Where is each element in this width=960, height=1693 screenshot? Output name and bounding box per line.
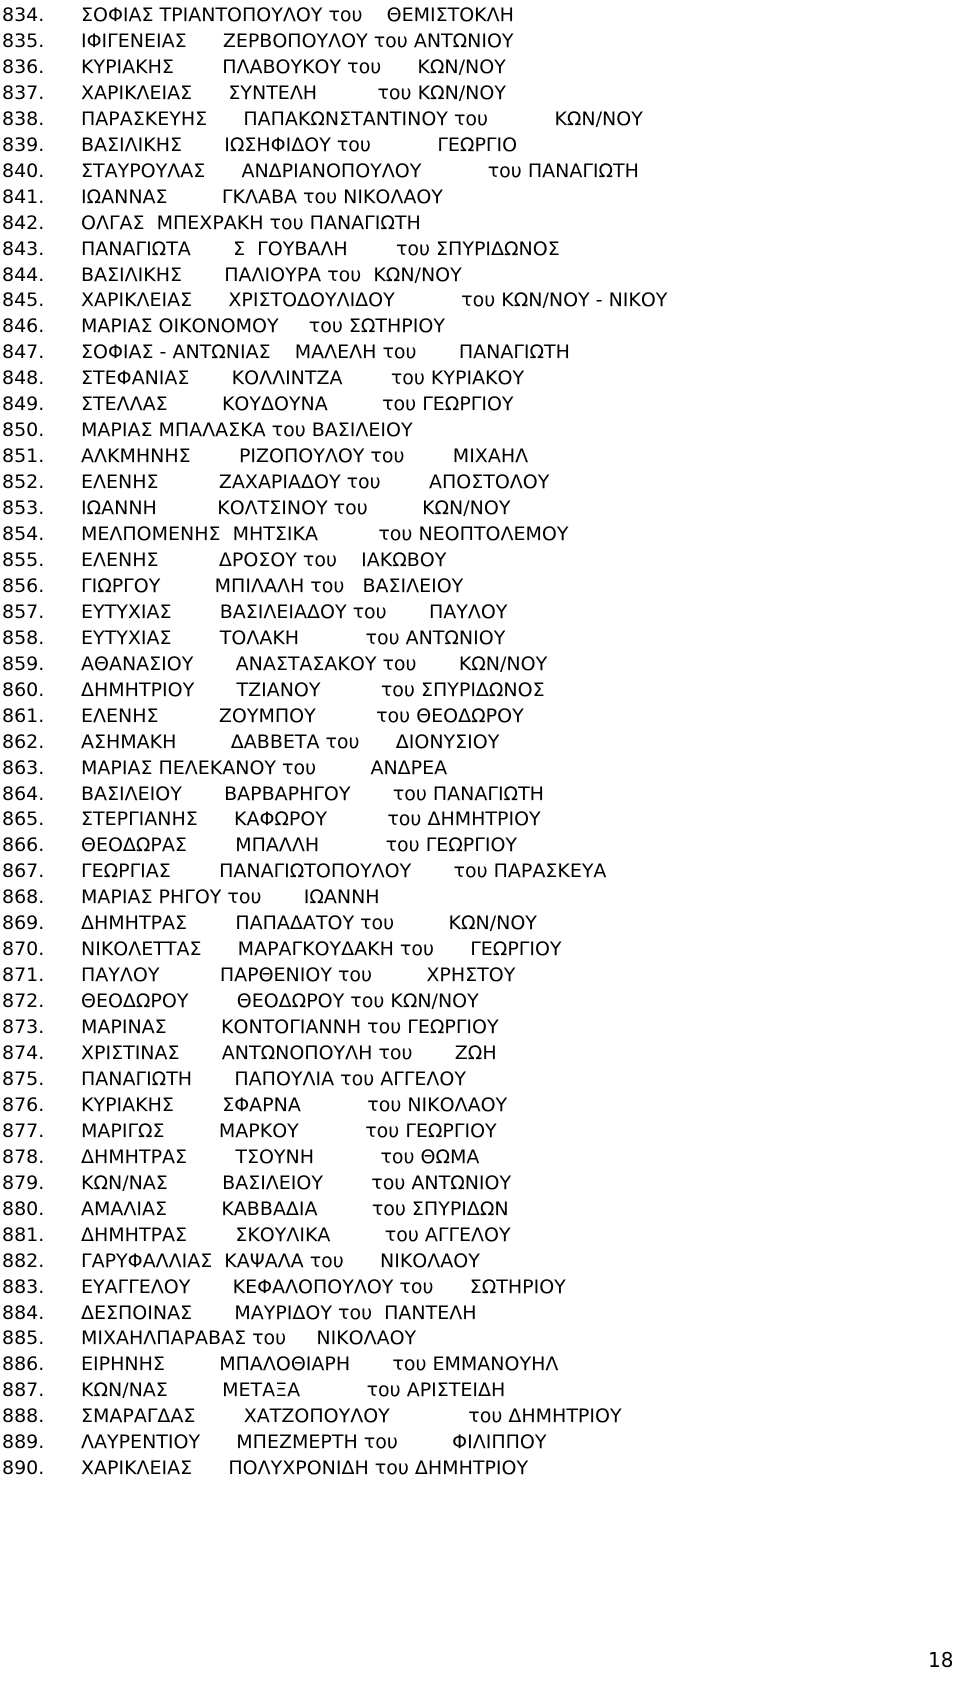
entry-number: 847.	[2, 341, 45, 364]
entry-number: 889.	[2, 1431, 45, 1454]
entry-number: 842.	[2, 211, 45, 234]
entry-name: ΕΥΑΓΓΕΛΟΥ ΚΕΦΑΛΟΠΟΥΛΟΥ του ΣΩΤΗΡΙΟΥ	[81, 1275, 566, 1298]
entry-name: ΕΛΕΝΗΣ ΔΡΟΣΟΥ του ΙΑΚΩΒΟΥ	[81, 548, 447, 571]
entry-number: 850.	[2, 419, 45, 442]
entry-number: 846.	[2, 315, 45, 338]
entry-number: 869.	[2, 912, 45, 935]
entry-number: 867.	[2, 860, 45, 883]
entry-name: ΙΩΑΝΝΗ ΚΟΛΤΣΙΝΟΥ του ΚΩΝ/ΝΟΥ	[81, 497, 511, 520]
entry-number: 886.	[2, 1353, 45, 1376]
entry-name: ΛΑΥΡΕΝΤΙΟΥ ΜΠΕΖΜΕΡΤΗ του ΦΙΛΙΠΠΟΥ	[81, 1431, 547, 1454]
entry-name: ΣΤΕΛΛΑΣ ΚΟΥΔΟΥΝΑ του ΓΕΩΡΓΙΟΥ	[81, 393, 514, 416]
page-number: 18	[928, 1648, 954, 1672]
entry-name: ΣΤΑΥΡΟΥΛΑΣ ΑΝΔΡΙΑΝΟΠΟΥΛΟΥ του ΠΑΝΑΓΙΩΤΗ	[81, 159, 639, 182]
entry-name: ΣΜΑΡΑΓΔΑΣ ΧΑΤΖΟΠΟΥΛΟΥ του ΔΗΜΗΤΡΙΟΥ	[81, 1405, 622, 1428]
entry-number: 840.	[2, 159, 45, 182]
entry-number: 864.	[2, 782, 45, 805]
entry-name: ΟΛΓΑΣ ΜΠΕΧΡΑΚΗ του ΠΑΝΑΓΙΩΤΗ	[81, 211, 421, 234]
entry-number: 855.	[2, 548, 45, 571]
entry-number: 873.	[2, 1016, 45, 1039]
entry-number: 890.	[2, 1457, 45, 1480]
entry-number: 856.	[2, 574, 45, 597]
entry-name: ΜΕΛΠΟΜΕΝΗΣ ΜΗΤΣΙΚΑ του ΝΕΟΠΤΟΛΕΜΟΥ	[81, 523, 569, 545]
entry-name: ΜΙΧΑΗΛΠΑΡΑΒΑΣ του ΝΙΚΟΛΑΟΥ	[81, 1327, 417, 1350]
entry-number: 868.	[2, 886, 45, 909]
entry-number: 860.	[2, 678, 45, 701]
entry-number: 838.	[2, 107, 45, 130]
entry-number: 870.	[2, 938, 45, 961]
entry-number: 841.	[2, 185, 45, 208]
entry-number: 862.	[2, 730, 45, 753]
entry-number: 851.	[2, 445, 45, 468]
entry-number: 843.	[2, 237, 45, 260]
entry-number: 877.	[2, 1119, 45, 1142]
entry-name: ΕΙΡΗΝΗΣ ΜΠΑΛΟΘΙΑΡΗ του ΕΜΜΑΝΟΥΗΛ	[81, 1353, 559, 1376]
entry-number: 852.	[2, 471, 45, 494]
entry-name: ΑΘΑΝΑΣΙΟΥ ΑΝΑΣΤΑΣΑΚΟΥ του ΚΩΝ/ΝΟΥ	[81, 652, 548, 675]
entry-number: 866.	[2, 834, 45, 857]
entry-name: ΕΥΤΥΧΙΑΣ ΤΟΛΑΚΗ του ΑΝΤΩΝΙΟΥ	[81, 626, 506, 649]
entry-number: 888.	[2, 1405, 45, 1428]
entry-number: 849.	[2, 393, 45, 416]
entry-number: 844.	[2, 263, 45, 286]
entry-number: 836.	[2, 55, 45, 78]
entry-name: ΑΜΑΛΙΑΣ ΚΑΒΒΑΔΙΑ του ΣΠΥΡΙΔΩΝ	[81, 1197, 509, 1220]
entry-name: ΣΟΦΙΑΣ - ΑΝΤΩΝΙΑΣ ΜΑΛΕΛΗ του ΠΑΝΑΓΙΩΤΗ	[81, 341, 570, 364]
entry-number: 837.	[2, 81, 45, 104]
entry-name: ΣΟΦΙΑΣ ΤΡΙΑΝΤΟΠΟΥΛΟΥ του ΘΕΜΙΣΤΟΚΛΗ	[81, 4, 514, 26]
entry-name: ΕΥΤΥΧΙΑΣ ΒΑΣΙΛΕΙΑΔΟΥ του ΠΑΥΛΟΥ	[81, 600, 508, 623]
entry-name: ΜΑΡΙΓΩΣ ΜΑΡΚΟΥ του ΓΕΩΡΓΙΟΥ	[81, 1119, 497, 1142]
entry-name: ΠΑΝΑΓΙΩΤΗ ΠΑΠΟΥΛΙΑ του ΑΓΓΕΛΟΥ	[81, 1067, 466, 1090]
entry-number: 835.	[2, 29, 45, 52]
entry-name: ΝΙΚΟΛΕΤΤΑΣ ΜΑΡΑΓΚΟΥΔΑΚΗ του ΓΕΩΡΓΙΟΥ	[81, 938, 562, 961]
entry-name: ΔΗΜΗΤΡΑΣ ΠΑΠΑΔΑΤΟΥ του ΚΩΝ/ΝΟΥ	[81, 912, 537, 935]
entry-number: 883.	[2, 1275, 45, 1298]
entry-number: 884.	[2, 1301, 45, 1324]
entry-name: ΠΑΡΑΣΚΕΥΗΣ ΠΑΠΑΚΩΝΣΤΑΝΤΙΝΟΥ του ΚΩΝ/ΝΟΥ	[81, 107, 643, 130]
entry-number: 880.	[2, 1197, 45, 1220]
entry-name: ΔΗΜΗΤΡΑΣ ΣΚΟΥΛΙΚΑ του ΑΓΓΕΛΟΥ	[81, 1223, 511, 1246]
entry-name: ΜΑΡΙΑΣ ΡΗΓΟΥ του ΙΩΑΝΝΗ	[81, 886, 380, 909]
entry-name: ΧΑΡΙΚΛΕΙΑΣ ΠΟΛΥΧΡΟΝΙΔΗ του ΔΗΜΗΤΡΙΟΥ	[81, 1457, 529, 1480]
entry-name: ΠΑΥΛΟΥ ΠΑΡΘΕΝΙΟΥ του ΧΡΗΣΤΟΥ	[81, 964, 516, 987]
entry-number: 857.	[2, 600, 45, 623]
entry-number: 879.	[2, 1171, 45, 1194]
entry-number: 858.	[2, 626, 45, 649]
entry-number: 845.	[2, 289, 45, 312]
entry-number: 865.	[2, 808, 45, 831]
entry-name: ΘΕΟΔΩΡΑΣ ΜΠΑΛΛΗ του ΓΕΩΡΓΙΟΥ	[81, 834, 518, 857]
entry-name: ΓΑΡΥΦΑΛΛΙΑΣ ΚΑΨΑΛΑ του ΝΙΚΟΛΑΟΥ	[81, 1249, 480, 1272]
entry-name: ΔΗΜΗΤΡΑΣ ΤΣΟΥΝΗ του ΘΩΜΑ	[81, 1145, 480, 1168]
entry-name: ΕΛΕΝΗΣ ΖΑΧΑΡΙΑΔΟΥ του ΑΠΟΣΤΟΛΟΥ	[81, 471, 550, 494]
entry-number: 887.	[2, 1379, 45, 1402]
entry-number: 881.	[2, 1223, 45, 1246]
entry-name: ΜΑΡΙΝΑΣ ΚΟΝΤΟΓΙΑΝΝΗ του ΓΕΩΡΓΙΟΥ	[81, 1016, 499, 1039]
entry-name: ΠΑΝΑΓΙΩΤΑ Σ ΓΟΥΒΑΛΗ του ΣΠΥΡΙΔΩΝΟΣ	[81, 237, 560, 260]
entry-name: ΑΛΚΜΗΝΗΣ ΡΙΖΟΠΟΥΛΟΥ του ΜΙΧΑΗΛ	[81, 445, 529, 468]
entry-number: 872.	[2, 990, 45, 1013]
entry-number: 874.	[2, 1042, 45, 1064]
entry-number: 876.	[2, 1093, 45, 1116]
entry-name: ΙΦΙΓΕΝΕΙΑΣ ΖΕΡΒΟΠΟΥΛΟΥ του ΑΝΤΩΝΙΟΥ	[81, 29, 514, 52]
entry-name: ΧΑΡΙΚΛΕΙΑΣ ΧΡΙΣΤΟΔΟΥΛΙΔΟΥ του ΚΩΝ/ΝΟΥ - ΝΙΚΟΥ	[81, 289, 668, 312]
entry-number: 863.	[2, 756, 45, 779]
entry-number: 885.	[2, 1327, 45, 1350]
entry-number: 861.	[2, 704, 45, 727]
entry-name: ΚΥΡΙΑΚΗΣ ΠΛΑΒΟΥΚΟΥ του ΚΩΝ/ΝΟΥ	[81, 55, 506, 78]
entry-name: ΑΣΗΜΑΚΗ ΔΑΒΒΕΤΑ του ΔΙΟΝΥΣΙΟΥ	[81, 730, 500, 753]
entry-number: 854.	[2, 523, 45, 545]
entry-number: 834.	[2, 4, 45, 26]
entry-name: ΙΩΑΝΝΑΣ ΓΚΛΑΒΑ του ΝΙΚΟΛΑΟΥ	[81, 185, 443, 208]
entry-name: ΒΑΣΙΛΙΚΗΣ ΙΩΣΗΦΙΔΟΥ του ΓΕΩΡΓΙΟ	[81, 133, 518, 156]
entry-name: ΕΛΕΝΗΣ ΖΟΥΜΠΟΥ του ΘΕΟΔΩΡΟΥ	[81, 704, 524, 727]
entry-number: 875.	[2, 1067, 45, 1090]
entry-number: 871.	[2, 964, 45, 987]
entry-number: 882.	[2, 1249, 45, 1272]
entry-name: ΣΤΕΡΓΙΑΝΗΣ ΚΑΦΩΡΟΥ του ΔΗΜΗΤΡΙΟΥ	[81, 808, 541, 831]
entry-number: 878.	[2, 1145, 45, 1168]
entry-number: 848.	[2, 367, 45, 390]
entry-name: ΒΑΣΙΛΕΙΟΥ ΒΑΡΒΑΡΗΓΟΥ του ΠΑΝΑΓΙΩΤΗ	[81, 782, 544, 805]
entry-name: ΚΩΝ/ΝΑΣ ΒΑΣΙΛΕΙΟΥ του ΑΝΤΩΝΙΟΥ	[81, 1171, 512, 1194]
entry-name: ΘΕΟΔΩΡΟΥ ΘΕΟΔΩΡΟΥ του ΚΩΝ/ΝΟΥ	[81, 990, 479, 1013]
entry-name: ΣΤΕΦΑΝΙΑΣ ΚΟΛΛΙΝΤΖΑ του ΚΥΡΙΑΚΟΥ	[81, 367, 525, 390]
entry-name: ΚΥΡΙΑΚΗΣ ΣΦΑΡΝΑ του ΝΙΚΟΛΑΟΥ	[81, 1093, 508, 1116]
entry-name: ΓΕΩΡΓΙΑΣ ΠΑΝΑΓΙΩΤΟΠΟΥΛΟΥ του ΠΑΡΑΣΚΕΥΑ	[81, 860, 607, 883]
entry-name: ΔΗΜΗΤΡΙΟΥ ΤΖΙΑΝΟΥ του ΣΠΥΡΙΔΩΝΟΣ	[81, 678, 545, 701]
entry-name: ΧΑΡΙΚΛΕΙΑΣ ΣΥΝΤΕΛΗ του ΚΩΝ/ΝΟΥ	[81, 81, 506, 104]
entry-name: ΜΑΡΙΑΣ ΟΙΚΟΝΟΜΟΥ του ΣΩΤΗΡΙΟΥ	[81, 315, 445, 338]
entry-number: 859.	[2, 652, 45, 675]
entry-name: ΓΙΩΡΓΟΥ ΜΠΙΛΑΛΗ του ΒΑΣΙΛΕΙΟΥ	[81, 574, 464, 597]
entry-name: ΚΩΝ/ΝΑΣ ΜΕΤΑΞΑ του ΑΡΙΣΤΕΙΔΗ	[81, 1379, 506, 1402]
entry-name: ΔΕΣΠΟΙΝΑΣ ΜΑΥΡΙΔΟΥ του ΠΑΝΤΕΛΗ	[81, 1301, 477, 1324]
entry-number: 853.	[2, 497, 45, 520]
entry-name: ΜΑΡΙΑΣ ΜΠΑΛΑΣΚΑ του ΒΑΣΙΛΕΙΟΥ	[81, 419, 413, 442]
entry-number: 839.	[2, 133, 45, 156]
entry-name: ΒΑΣΙΛΙΚΗΣ ΠΑΛΙΟΥΡΑ του ΚΩΝ/ΝΟΥ	[81, 263, 462, 286]
entry-name: ΜΑΡΙΑΣ ΠΕΛΕΚΑΝΟΥ του ΑΝΔΡΕΑ	[81, 756, 448, 779]
entry-name: ΧΡΙΣΤΙΝΑΣ ΑΝΤΩΝΟΠΟΥΛΗ του ΖΩΗ	[81, 1042, 497, 1064]
